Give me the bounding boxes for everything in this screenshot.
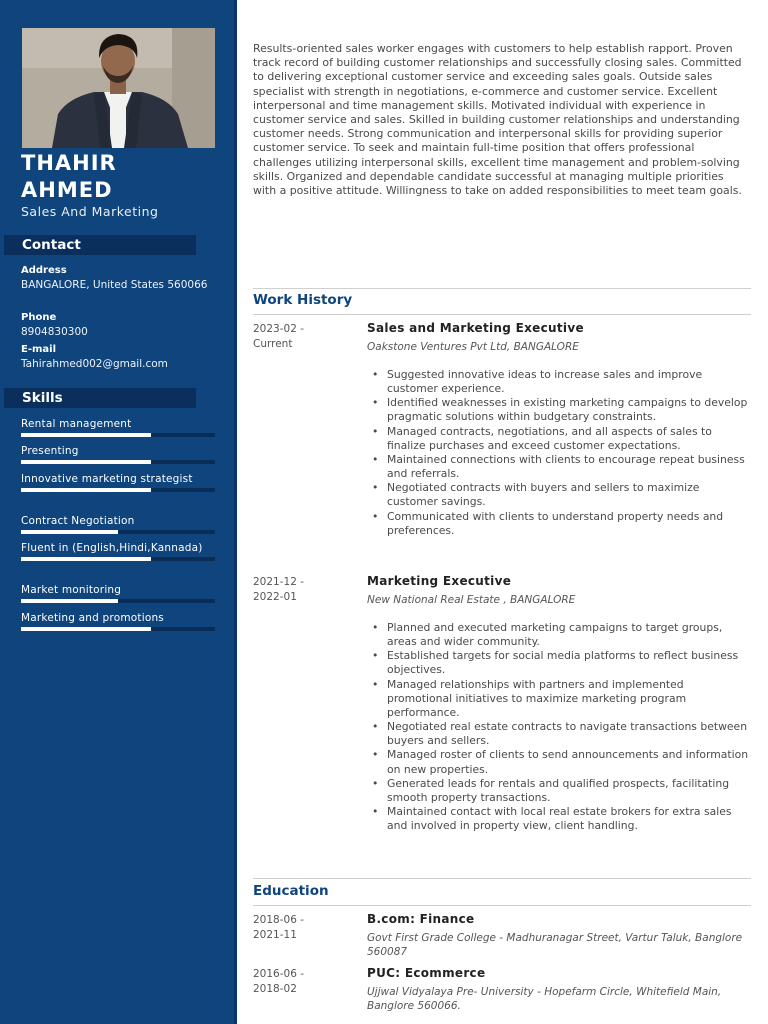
edu-dates bbox=[253, 913, 353, 942]
sidebar bbox=[0, 0, 234, 1024]
skill-bar-fill bbox=[21, 557, 151, 561]
edu-dates bbox=[253, 967, 353, 996]
contact-heading: Contact bbox=[4, 235, 196, 255]
edu-school: Ujjwal Vidyalaya Pre- University - Hopefarm Circle, Whitefield Main, Banglore 560066. bbox=[367, 986, 722, 1012]
skill-bar bbox=[21, 557, 215, 561]
job-duty: • Suggested innovative ideas to increase sales and improve customer experience. bbox=[367, 368, 752, 396]
job-role: Sales And Marketing bbox=[21, 204, 159, 219]
job-duty: • Generated leads for rentals and qualified prospects, facilitating smooth property transactions. bbox=[367, 777, 752, 805]
education-heading: Education bbox=[253, 883, 329, 899]
job-duties bbox=[367, 621, 752, 833]
skill-bar bbox=[21, 599, 215, 603]
job-duty: • Managed roster of clients to send announcements and information on new properties. bbox=[367, 748, 752, 776]
job-date-start: 2021-12 - bbox=[253, 576, 304, 588]
skill-item bbox=[21, 444, 215, 464]
skill-item bbox=[21, 417, 215, 437]
divider bbox=[253, 288, 751, 289]
edu-date-start: 2016-06 - bbox=[253, 968, 304, 980]
job-duty: • Managed contracts, negotiations, and all aspects of sales to finalize purchases and exceed customer expectations. bbox=[367, 425, 752, 453]
skill-bar-fill bbox=[21, 460, 151, 464]
skill-item bbox=[21, 541, 215, 561]
job-company: Oakstone Ventures Pvt Ltd, BANGALORE bbox=[367, 341, 579, 353]
skill-label: Innovative marketing strategist bbox=[21, 473, 193, 485]
job-dates bbox=[253, 575, 353, 604]
job-duty: • Negotiated real estate contracts to navigate transactions between buyers and sellers. bbox=[367, 720, 752, 748]
edu-date-start: 2018-06 - bbox=[253, 914, 304, 926]
sidebar-edge bbox=[234, 0, 237, 1024]
skill-label: Fluent in (English,Hindi,Kannada) bbox=[21, 542, 203, 554]
skill-bar-fill bbox=[21, 530, 118, 534]
skill-bar bbox=[21, 488, 215, 492]
email-label: E-mail bbox=[21, 344, 57, 355]
phone-label: Phone bbox=[21, 312, 57, 323]
job-date-start: 2023-02 - bbox=[253, 323, 304, 335]
work-history-heading: Work History bbox=[253, 292, 353, 308]
edu-school: Govt First Grade College - Madhuranagar Street, Vartur Taluk, Banglore 560087 bbox=[367, 932, 743, 958]
skill-bar-fill bbox=[21, 627, 151, 631]
name-line-1: THAHIR bbox=[21, 151, 117, 175]
skill-label: Presenting bbox=[21, 445, 79, 457]
skill-bar bbox=[21, 627, 215, 631]
skill-item bbox=[21, 472, 215, 492]
divider bbox=[253, 878, 751, 879]
skill-item bbox=[21, 611, 215, 631]
profile-photo bbox=[22, 28, 215, 148]
skill-item bbox=[21, 514, 215, 534]
divider bbox=[253, 905, 751, 906]
job-title: Marketing Executive bbox=[367, 574, 512, 588]
professional-summary: Results-oriented sales worker engages with customers to help establish rapport. Proven track record of building customer relationships and successfully closing sales. Committed to delivering exceptional customer service and exceeding sales goals. Outside sales specialist with strength in negotiations, e-commerce and customer service. Excellent interpersonal and time management skills. Motivated individual with experience in customer service and sales. Skilled in building customer relationships and understanding customer needs. Strong communication and interpersonal skills for providing superior customer service. To seek and maintain full-time position that offers professional challenges utilizing interpersonal skills, excellent time management and problem-solving skills. Organized and dependable candidate successful at managing multiple priorities with a positive attitude. Willingness to take on added responsibilities to meet team goals. bbox=[253, 42, 742, 198]
skill-label: Rental management bbox=[21, 418, 132, 430]
edu-degree: B.com: Finance bbox=[367, 912, 475, 926]
address-label: Address bbox=[21, 265, 67, 276]
skills-heading: Skills bbox=[4, 388, 196, 408]
skill-bar-fill bbox=[21, 488, 151, 492]
job-date-end: 2022-01 bbox=[253, 590, 297, 603]
edu-date-end: 2021-11 bbox=[253, 928, 297, 941]
phone-value: 8904830300 bbox=[21, 326, 88, 338]
job-duty: • Planned and executed marketing campaigns to target groups, areas and wider community. bbox=[367, 621, 752, 649]
divider bbox=[253, 314, 751, 315]
job-duty: • Identified weaknesses in existing marketing campaigns to develop pragmatic solutions within budgetary constraints. bbox=[367, 396, 752, 424]
skill-label: Contract Negotiation bbox=[21, 515, 135, 527]
job-title: Sales and Marketing Executive bbox=[367, 321, 584, 335]
job-duties bbox=[367, 368, 752, 538]
job-duty: • Maintained contact with local real estate brokers for extra sales and involved in property view, client handling. bbox=[367, 805, 752, 833]
job-duty: • Managed relationships with partners and implemented promotional initiatives to maximize marketing program performance. bbox=[367, 678, 752, 720]
skill-item bbox=[21, 583, 215, 603]
email-value[interactable]: Tahirahmed002@gmail.com bbox=[21, 358, 168, 370]
skill-bar-fill bbox=[21, 599, 118, 603]
job-duty: • Maintained connections with clients to encourage repeat business and referrals. bbox=[367, 453, 752, 481]
job-date-end: Current bbox=[253, 337, 293, 350]
skill-bar bbox=[21, 530, 215, 534]
job-duty: • Established targets for social media platforms to reflect business objectives. bbox=[367, 649, 752, 677]
edu-date-end: 2018-02 bbox=[253, 982, 297, 995]
skill-label: Market monitoring bbox=[21, 584, 122, 596]
skill-bar-fill bbox=[21, 433, 151, 437]
job-company: New National Real Estate , BANGALORE bbox=[367, 594, 576, 606]
address-value: BANGALORE, United States 560066 bbox=[21, 279, 208, 291]
candidate-name bbox=[21, 150, 226, 204]
edu-degree: PUC: Ecommerce bbox=[367, 966, 486, 980]
job-duty: • Negotiated contracts with buyers and sellers to maximize customer savings. bbox=[367, 481, 752, 509]
skill-label: Marketing and promotions bbox=[21, 612, 164, 624]
job-dates bbox=[253, 322, 353, 351]
skill-bar bbox=[21, 433, 215, 437]
name-line-2: AHMED bbox=[21, 178, 113, 202]
skill-bar bbox=[21, 460, 215, 464]
job-duty: • Communicated with clients to understand property needs and preferences. bbox=[367, 510, 752, 538]
